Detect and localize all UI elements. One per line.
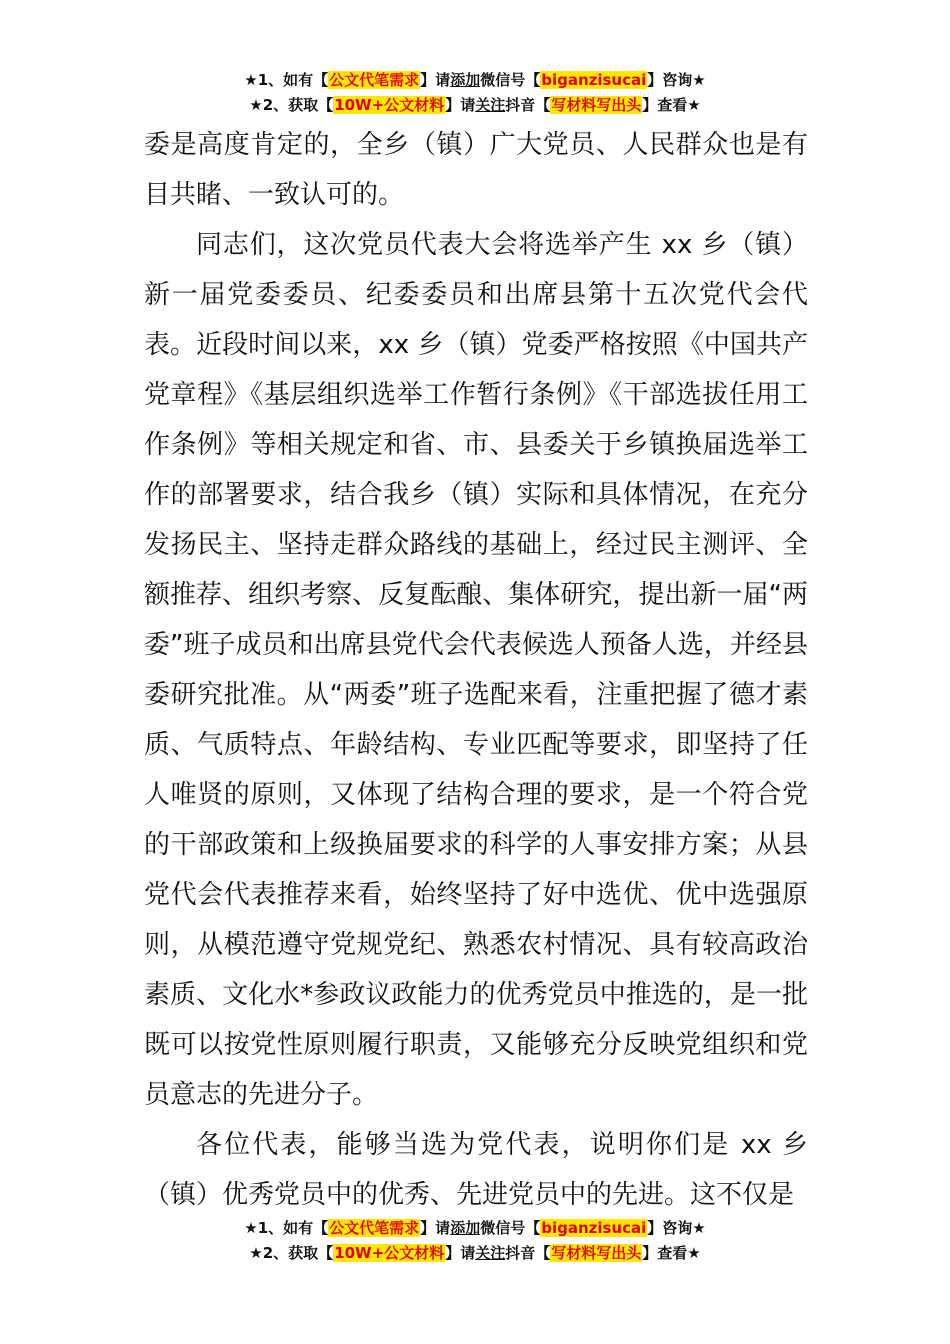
banner-text: 微信号【: [480, 71, 541, 89]
paragraph: 委是高度肯定的，全乡（镇）广大党员、人民群众也是有目共睹、一致认可的。: [144, 130, 808, 210]
banner-highlight: 公文代笔需求: [329, 71, 420, 89]
paragraph: 各位代表，能够当选为党代表，说明你们是 xx 乡（镇）优秀党员中的优秀、先进党员中的先进。这不仅是: [144, 1130, 808, 1210]
banner-underlined-text: 添加: [450, 71, 481, 89]
footer-banner: [0, 1217, 950, 1267]
header-banner: [0, 69, 950, 119]
banner-text: ★1、如有【: [244, 1219, 329, 1237]
document-body: [144, 120, 808, 1220]
banner-underlined-text: 关注: [475, 1244, 506, 1262]
banner-text: ★2、获取【: [249, 1244, 334, 1262]
banner-highlight: biganzisucai: [541, 1219, 647, 1237]
banner-line-1: [0, 69, 950, 94]
banner-line-2: [0, 94, 950, 119]
banner-text: 抖音【: [505, 96, 551, 114]
banner-text: ★1、如有【: [244, 71, 329, 89]
banner-text: 抖音【: [505, 1244, 551, 1262]
banner-underlined-text: 添加: [450, 1219, 481, 1237]
banner-text: 】请: [445, 1244, 476, 1262]
banner-highlight: biganzisucai: [541, 71, 647, 89]
banner-line-1: [0, 1217, 950, 1242]
banner-text: 】查看★: [642, 1244, 701, 1262]
banner-text: 微信号【: [480, 1219, 541, 1237]
banner-text: 】查看★: [642, 96, 701, 114]
paragraph: 同志们，这次党员代表大会将选举产生 xx 乡（镇）新一届党委委员、纪委委员和出席县第十五次党代会代表。近段时间以来，xx 乡（镇）党委严格按照《中国共产党章程》《基层组织选举工作暂行条例》《干部选拔任用工作条例》等相关规定和省、市、县委关于乡镇换届选举工作的部署要求，结合我乡（镇）实际和具体情况，在充分发扬民主、坚持走群众路线的基础上，经过民主测评、全额推荐、组织考察、反复酝酿、集体研究，提出新一届“两委”班子成员和出席县党代会代表候选人预备人选，并经县委研究批准。从“两委”班子选配来看，注重把握了德才素质、气质特点、年龄结构、专业匹配等要求，即坚持了任人唯贤的原则，又体现了结构合理的要求，是一个符合党的干部政策和上级换届要求的科学的人事安排方案；从县党代会代表推荐来看，始终坚持了好中选优、优中选强原则，从模范遵守党规党纪、熟悉农村情况、具有较高政治素质、文化水*参政议政能力的优秀党员中推选的，是一批既可以按党性原则履行职责，又能够充分反映党组织和党员意志的先进分子。: [144, 230, 808, 1110]
banner-highlight: 写材料写出头: [551, 96, 642, 114]
banner-line-2: [0, 1242, 950, 1267]
banner-underlined-text: 关注: [475, 96, 506, 114]
banner-text: 】咨询★: [647, 71, 706, 89]
banner-highlight: 写材料写出头: [551, 1244, 642, 1262]
banner-text: 】请: [420, 1219, 451, 1237]
banner-text: ★2、获取【: [249, 96, 334, 114]
banner-highlight: 10W+公文材料: [334, 96, 445, 114]
banner-text: 】请: [420, 71, 451, 89]
banner-text: 】请: [445, 96, 476, 114]
banner-text: 】咨询★: [647, 1219, 706, 1237]
banner-highlight: 10W+公文材料: [334, 1244, 445, 1262]
banner-highlight: 公文代笔需求: [329, 1219, 420, 1237]
